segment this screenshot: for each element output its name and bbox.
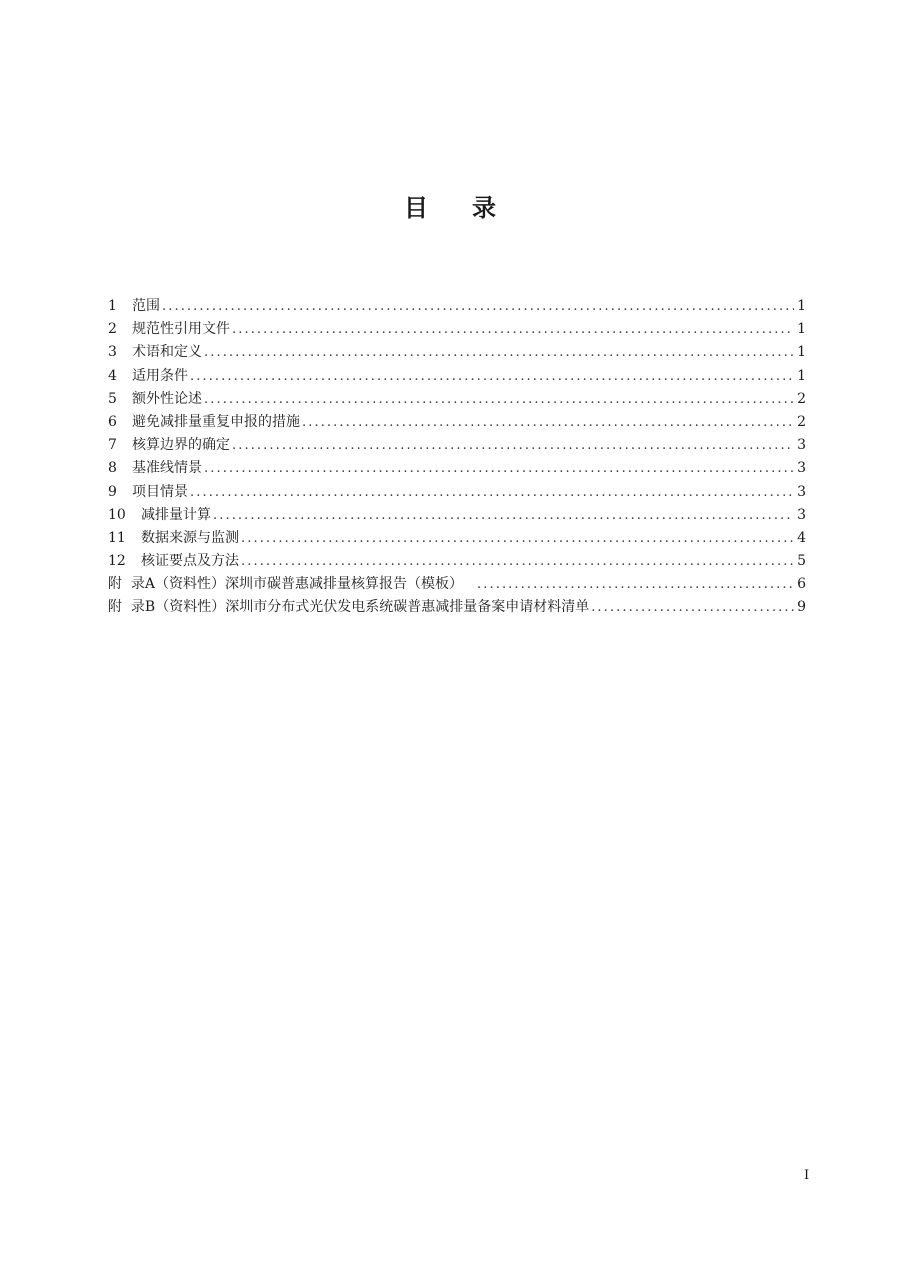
toc-entry[interactable]	[108, 295, 806, 318]
toc-leader-dots	[204, 341, 794, 364]
toc-entry[interactable]	[108, 481, 806, 504]
toc-entry-page: 4	[797, 529, 806, 546]
toc-entry[interactable]	[108, 365, 806, 388]
toc-entry-label: 术语和定义	[132, 344, 202, 361]
toc-leader-dots	[241, 527, 794, 550]
toc-entry-page: 1	[797, 344, 806, 361]
toc-entry-number: 5	[108, 390, 117, 407]
toc-title-char-1: 目	[404, 194, 428, 222]
toc-entry[interactable]	[108, 550, 806, 573]
toc-appendix-entry[interactable]	[108, 573, 806, 596]
toc-entry-number: 9	[108, 483, 117, 500]
toc-leader-dots	[241, 550, 794, 573]
toc-entry-label: 基准线情景	[132, 460, 202, 477]
toc-leader-dots	[190, 365, 794, 388]
toc-entry-number: 3	[108, 344, 117, 361]
toc-appendix-label: B（资料性）深圳市分布式光伏发电系统碳普惠减排量备案申请材料清单	[144, 599, 590, 616]
toc-entry-label: 项目情景	[132, 483, 188, 500]
toc-entry-label: 避免减排量重复申报的措施	[132, 413, 300, 430]
toc-entry-number: 7	[108, 437, 117, 454]
toc-entry-page: 2	[797, 390, 806, 407]
toc-entry[interactable]	[108, 504, 806, 527]
toc-title-char-2: 录	[472, 194, 496, 222]
toc-leader-dots	[477, 573, 794, 596]
toc-leader-dots	[204, 388, 794, 411]
toc-title	[0, 188, 900, 223]
toc-leader-dots	[190, 481, 794, 504]
toc-appendix-prefix: 附 录	[108, 576, 145, 593]
toc-entry-label: 规范性引用文件	[132, 321, 230, 338]
toc-entry-number: 1	[108, 298, 117, 314]
toc-entry-label: 额外性论述	[132, 390, 202, 407]
toc-entry-page: 3	[797, 506, 806, 523]
toc-entry-label: 核算边界的确定	[132, 437, 230, 454]
toc-entry[interactable]	[108, 318, 806, 341]
toc-entry[interactable]	[108, 388, 806, 411]
toc-appendix-prefix: 附 录	[108, 599, 145, 616]
toc-leader-dots	[232, 434, 794, 457]
page-number: I	[804, 1168, 810, 1183]
toc-entry-page: 3	[797, 483, 806, 500]
toc-entry[interactable]	[108, 341, 806, 364]
toc-entry-page: 1	[797, 321, 806, 338]
toc-appendix-page: 6	[797, 576, 806, 593]
toc-entry-label: 核证要点及方法	[141, 553, 239, 570]
toc-entry-page: 2	[797, 413, 806, 430]
toc-entry[interactable]	[108, 411, 806, 434]
toc-leader-dots	[302, 411, 794, 434]
toc-leader-dots	[591, 596, 794, 619]
toc-leader-dots	[232, 318, 794, 341]
toc-entry-number: 12	[108, 553, 126, 570]
toc-entry-page: 3	[797, 460, 806, 477]
toc-entry-page: 3	[797, 437, 806, 454]
toc-appendix-entry[interactable]	[108, 596, 806, 619]
table-of-contents	[108, 295, 806, 620]
toc-entry-number: 4	[108, 367, 117, 384]
toc-entry-number: 8	[108, 460, 117, 477]
toc-leader-dots	[162, 295, 794, 318]
toc-entry[interactable]	[108, 457, 806, 480]
toc-entry[interactable]	[108, 434, 806, 457]
toc-entry-page: 1	[797, 367, 806, 384]
toc-entry-label: 数据来源与监测	[141, 529, 239, 546]
toc-entry-page: 5	[797, 553, 806, 570]
toc-entry-number: 2	[108, 321, 117, 338]
toc-entry-number: 11	[108, 529, 126, 546]
toc-appendix-label: A（资料性）深圳市碳普惠减排量核算报告（模板）	[144, 576, 464, 593]
toc-entry-label: 范围	[132, 298, 160, 314]
toc-entry-label: 减排量计算	[141, 506, 211, 523]
toc-entry-label: 适用条件	[132, 367, 188, 384]
toc-leader-dots	[204, 457, 794, 480]
toc-entry[interactable]	[108, 527, 806, 550]
toc-appendix-page: 9	[797, 599, 806, 616]
toc-leader-dots	[213, 504, 794, 527]
toc-entry-page: 1	[797, 298, 806, 314]
toc-entry-number: 6	[108, 413, 117, 430]
toc-entry-number: 10	[108, 506, 126, 523]
